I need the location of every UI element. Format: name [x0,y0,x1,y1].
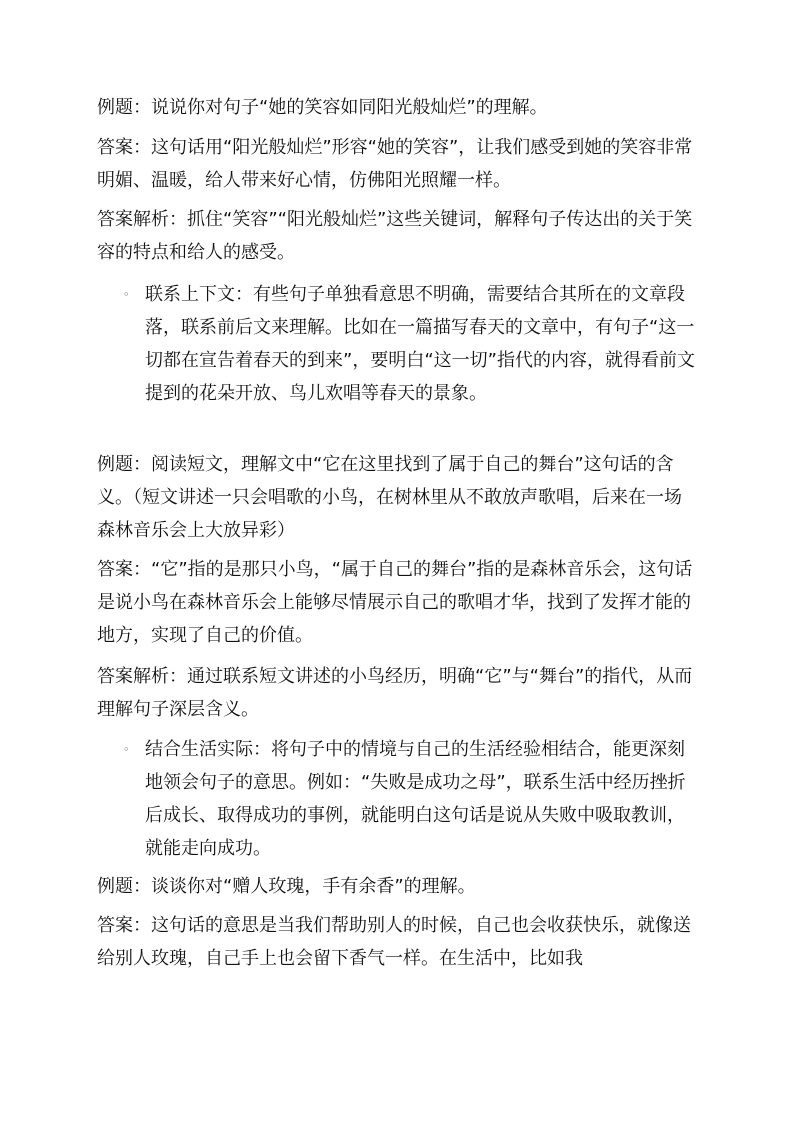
answer-1: 答案：这句话用“阳光般灿烂”形容“她的笑容”，让我们感受到她的笑容非常明媚、温暖，给人带来好心情，仿佛阳光照耀一样。 [97,137,693,191]
example-question-3: 例题：谈谈你对“赠人玫瑰，手有余香”的理解。 [97,876,476,897]
answer-3: 答案：这句话的意思是当我们帮助别人的时候，自己也会收获快乐，就像送给别人玫瑰，自己手上也会留下香气一样。在生活中，比如我 [97,915,691,969]
list-item-context-text: 联系上下文：有些句子单独看意思不明确，需要结合其所在的文章段落，联系前后文来理解。比如在一篇描写春天的文章中，有句子“这一切都在宣告着春天的到来”，要明白“这一切”指代的内容，就得看前文提到的花朵开放、鸟儿欢唱等春天的景象。 [145,284,695,404]
answer-2: 答案：“它”指的是那只小鸟，“属于自己的舞台”指的是森林音乐会，这句话是说小鸟在森林音乐会上能够尽情展示自己的歌唱才华，找到了发挥才能的地方，实现了自己的价值。 [97,559,693,646]
list-item-life-text: 结合生活实际：将句子中的情境与自己的生活经验相结合，能更深刻地领会句子的意思。例如：“失败是成功之母”，联系生活中经历挫折后成长、取得成功的事例，就能明白这句话是说从失败中吸取教训，就能走向成功。 [145,739,686,859]
list-item-life [123,733,697,865]
answer-analysis-2: 答案解析：通过联系短文讲述的小鸟经历，明确“它”与“舞台”的指代，从而理解句子深层含义。 [97,666,693,720]
bullet-icon: ◦ [123,288,130,301]
bullet-icon: ◦ [123,743,130,756]
example-question-2: 例题：阅读短文，理解文中“它在这里找到了属于自己的舞台”这句话的含义。（短文讲述一只会唱歌的小鸟，在树林里从不敢放声歌唱，后来在一场森林音乐会上大放异彩） [97,454,682,541]
answer-analysis-1: 答案解析：抓住“笑容”“阳光般灿烂”这些关键词，解释句子传达出的关于笑容的特点和给人的感受。 [97,209,693,263]
list-item-context [123,278,697,410]
example-question-1: 例题：说说你对句子“她的笑容如同阳光般灿烂”的理解。 [97,97,548,118]
